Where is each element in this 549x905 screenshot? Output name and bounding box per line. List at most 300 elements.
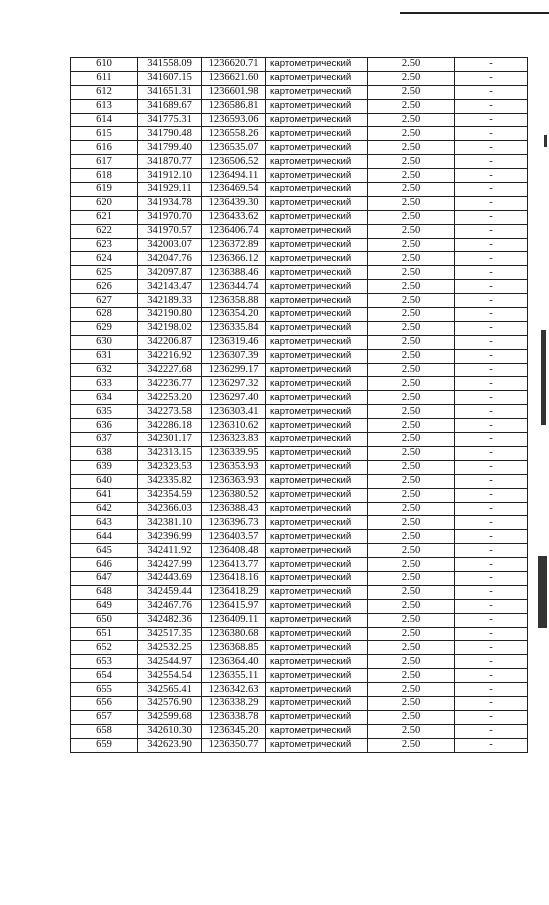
accuracy-cell: 2.50 (368, 585, 455, 599)
table-row (71, 183, 528, 197)
y-coordinate-cell: 1236586.81 (202, 99, 266, 113)
method-cell: картометрический (266, 544, 368, 558)
table-row (71, 683, 528, 697)
point-number-cell: 638 (71, 446, 138, 460)
y-coordinate-cell: 1236535.07 (202, 141, 266, 155)
description-cell: - (455, 446, 528, 460)
y-coordinate-cell: 1236366.12 (202, 252, 266, 266)
x-coordinate-cell: 341607.15 (138, 71, 202, 85)
x-coordinate-cell: 342335.82 (138, 474, 202, 488)
table-row (71, 391, 528, 405)
y-coordinate-cell: 1236388.46 (202, 266, 266, 280)
table-row (71, 280, 528, 294)
description-cell: - (455, 683, 528, 697)
table-row (71, 169, 528, 183)
table-row (71, 155, 528, 169)
table-row (71, 224, 528, 238)
scan-mark (541, 330, 546, 425)
table-row (71, 363, 528, 377)
y-coordinate-cell: 1236433.62 (202, 210, 266, 224)
point-number-cell: 653 (71, 655, 138, 669)
table-row (71, 210, 528, 224)
description-cell: - (455, 724, 528, 738)
x-coordinate-cell: 342427.99 (138, 558, 202, 572)
point-number-cell: 636 (71, 419, 138, 433)
method-cell: картометрический (266, 238, 368, 252)
y-coordinate-cell: 1236358.88 (202, 294, 266, 308)
description-cell: - (455, 558, 528, 572)
accuracy-cell: 2.50 (368, 516, 455, 530)
accuracy-cell: 2.50 (368, 502, 455, 516)
point-number-cell: 625 (71, 266, 138, 280)
y-coordinate-cell: 1236364.40 (202, 655, 266, 669)
method-cell: картометрический (266, 183, 368, 197)
point-number-cell: 659 (71, 738, 138, 752)
table-row (71, 335, 528, 349)
method-cell: картометрический (266, 613, 368, 627)
description-cell: - (455, 280, 528, 294)
description-cell: - (455, 599, 528, 613)
accuracy-cell: 2.50 (368, 599, 455, 613)
y-coordinate-cell: 1236593.06 (202, 113, 266, 127)
x-coordinate-cell: 342286.18 (138, 419, 202, 433)
point-number-cell: 655 (71, 683, 138, 697)
accuracy-cell: 2.50 (368, 391, 455, 405)
accuracy-cell: 2.50 (368, 280, 455, 294)
description-cell: - (455, 433, 528, 447)
y-coordinate-cell: 1236506.52 (202, 155, 266, 169)
accuracy-cell: 2.50 (368, 724, 455, 738)
table-row (71, 613, 528, 627)
description-cell: - (455, 127, 528, 141)
description-cell: - (455, 738, 528, 752)
x-coordinate-cell: 342216.92 (138, 349, 202, 363)
accuracy-cell: 2.50 (368, 113, 455, 127)
method-cell: картометрический (266, 488, 368, 502)
method-cell: картометрический (266, 113, 368, 127)
point-number-cell: 654 (71, 669, 138, 683)
point-number-cell: 612 (71, 85, 138, 99)
scan-mark (538, 556, 547, 628)
method-cell: картометрический (266, 696, 368, 710)
y-coordinate-cell: 1236372.89 (202, 238, 266, 252)
description-cell: - (455, 224, 528, 238)
x-coordinate-cell: 341870.77 (138, 155, 202, 169)
y-coordinate-cell: 1236319.46 (202, 335, 266, 349)
y-coordinate-cell: 1236620.71 (202, 58, 266, 72)
x-coordinate-cell: 342198.02 (138, 321, 202, 335)
x-coordinate-cell: 342313.15 (138, 446, 202, 460)
x-coordinate-cell: 342354.59 (138, 488, 202, 502)
description-cell: - (455, 641, 528, 655)
table-row (71, 238, 528, 252)
x-coordinate-cell: 341558.09 (138, 58, 202, 72)
accuracy-cell: 2.50 (368, 210, 455, 224)
accuracy-cell: 2.50 (368, 558, 455, 572)
method-cell: картометрический (266, 85, 368, 99)
method-cell: картометрический (266, 558, 368, 572)
accuracy-cell: 2.50 (368, 488, 455, 502)
table-row (71, 585, 528, 599)
method-cell: картометрический (266, 210, 368, 224)
point-number-cell: 611 (71, 71, 138, 85)
method-cell: картометрический (266, 710, 368, 724)
x-coordinate-cell: 341970.70 (138, 210, 202, 224)
x-coordinate-cell: 342323.53 (138, 460, 202, 474)
description-cell: - (455, 627, 528, 641)
y-coordinate-cell: 1236621.60 (202, 71, 266, 85)
point-number-cell: 635 (71, 405, 138, 419)
method-cell: картометрический (266, 655, 368, 669)
y-coordinate-cell: 1236338.78 (202, 710, 266, 724)
method-cell: картометрический (266, 516, 368, 530)
method-cell: картометрический (266, 280, 368, 294)
x-coordinate-cell: 342411.92 (138, 544, 202, 558)
y-coordinate-cell: 1236303.41 (202, 405, 266, 419)
description-cell: - (455, 585, 528, 599)
description-cell: - (455, 710, 528, 724)
description-cell: - (455, 85, 528, 99)
description-cell: - (455, 419, 528, 433)
x-coordinate-cell: 341689.67 (138, 99, 202, 113)
description-cell: - (455, 405, 528, 419)
description-cell: - (455, 183, 528, 197)
accuracy-cell: 2.50 (368, 419, 455, 433)
point-number-cell: 610 (71, 58, 138, 72)
accuracy-cell: 2.50 (368, 669, 455, 683)
point-number-cell: 620 (71, 196, 138, 210)
method-cell: картометрический (266, 155, 368, 169)
x-coordinate-cell: 342143.47 (138, 280, 202, 294)
x-coordinate-cell: 342003.07 (138, 238, 202, 252)
point-number-cell: 645 (71, 544, 138, 558)
point-number-cell: 624 (71, 252, 138, 266)
description-cell: - (455, 474, 528, 488)
description-cell: - (455, 349, 528, 363)
accuracy-cell: 2.50 (368, 99, 455, 113)
point-number-cell: 630 (71, 335, 138, 349)
method-cell: картометрический (266, 683, 368, 697)
table-row (71, 71, 528, 85)
accuracy-cell: 2.50 (368, 238, 455, 252)
table-row (71, 127, 528, 141)
y-coordinate-cell: 1236413.77 (202, 558, 266, 572)
point-number-cell: 652 (71, 641, 138, 655)
accuracy-cell: 2.50 (368, 252, 455, 266)
point-number-cell: 639 (71, 460, 138, 474)
x-coordinate-cell: 342459.44 (138, 585, 202, 599)
table-row (71, 433, 528, 447)
method-cell: картометрический (266, 196, 368, 210)
table-row (71, 530, 528, 544)
description-cell: - (455, 335, 528, 349)
table-row (71, 377, 528, 391)
y-coordinate-cell: 1236380.68 (202, 627, 266, 641)
x-coordinate-cell: 342206.87 (138, 335, 202, 349)
method-cell: картометрический (266, 71, 368, 85)
table-row (71, 558, 528, 572)
description-cell: - (455, 155, 528, 169)
x-coordinate-cell: 341912.10 (138, 169, 202, 183)
table-row (71, 196, 528, 210)
table-row (71, 308, 528, 322)
description-cell: - (455, 460, 528, 474)
point-number-cell: 614 (71, 113, 138, 127)
accuracy-cell: 2.50 (368, 627, 455, 641)
method-cell: картометрический (266, 141, 368, 155)
point-number-cell: 619 (71, 183, 138, 197)
method-cell: картометрический (266, 321, 368, 335)
point-number-cell: 650 (71, 613, 138, 627)
table-row (71, 724, 528, 738)
y-coordinate-cell: 1236355.11 (202, 669, 266, 683)
method-cell: картометрический (266, 363, 368, 377)
accuracy-cell: 2.50 (368, 433, 455, 447)
x-coordinate-cell: 342467.76 (138, 599, 202, 613)
x-coordinate-cell: 342253.20 (138, 391, 202, 405)
y-coordinate-cell: 1236418.29 (202, 585, 266, 599)
point-number-cell: 631 (71, 349, 138, 363)
x-coordinate-cell: 342599.68 (138, 710, 202, 724)
table-row (71, 710, 528, 724)
y-coordinate-cell: 1236323.83 (202, 433, 266, 447)
accuracy-cell: 2.50 (368, 710, 455, 724)
description-cell: - (455, 210, 528, 224)
x-coordinate-cell: 341929.11 (138, 183, 202, 197)
x-coordinate-cell: 342396.99 (138, 530, 202, 544)
method-cell: картометрический (266, 585, 368, 599)
description-cell: - (455, 169, 528, 183)
x-coordinate-cell: 342517.35 (138, 627, 202, 641)
method-cell: картометрический (266, 571, 368, 585)
x-coordinate-cell: 342565.41 (138, 683, 202, 697)
y-coordinate-cell: 1236415.97 (202, 599, 266, 613)
point-number-cell: 632 (71, 363, 138, 377)
description-cell: - (455, 544, 528, 558)
method-cell: картометрический (266, 335, 368, 349)
x-coordinate-cell: 341790.48 (138, 127, 202, 141)
point-number-cell: 626 (71, 280, 138, 294)
description-cell: - (455, 196, 528, 210)
point-number-cell: 623 (71, 238, 138, 252)
table-row (71, 571, 528, 585)
y-coordinate-cell: 1236388.43 (202, 502, 266, 516)
method-cell: картометрический (266, 391, 368, 405)
table-row (71, 641, 528, 655)
accuracy-cell: 2.50 (368, 224, 455, 238)
method-cell: картометрический (266, 349, 368, 363)
method-cell: картометрический (266, 419, 368, 433)
method-cell: картометрический (266, 294, 368, 308)
accuracy-cell: 2.50 (368, 641, 455, 655)
description-cell: - (455, 321, 528, 335)
y-coordinate-cell: 1236299.17 (202, 363, 266, 377)
table-row (71, 502, 528, 516)
description-cell: - (455, 113, 528, 127)
scan-mark (544, 135, 547, 147)
method-cell: картометрический (266, 433, 368, 447)
accuracy-cell: 2.50 (368, 321, 455, 335)
x-coordinate-cell: 341799.40 (138, 141, 202, 155)
method-cell: картометрический (266, 377, 368, 391)
table-row (71, 113, 528, 127)
y-coordinate-cell: 1236363.93 (202, 474, 266, 488)
accuracy-cell: 2.50 (368, 183, 455, 197)
method-cell: картометрический (266, 599, 368, 613)
point-number-cell: 628 (71, 308, 138, 322)
method-cell: картометрический (266, 530, 368, 544)
accuracy-cell: 2.50 (368, 683, 455, 697)
y-coordinate-cell: 1236353.93 (202, 460, 266, 474)
x-coordinate-cell: 341775.31 (138, 113, 202, 127)
y-coordinate-cell: 1236344.74 (202, 280, 266, 294)
table-row (71, 655, 528, 669)
method-cell: картометрический (266, 738, 368, 752)
point-number-cell: 621 (71, 210, 138, 224)
method-cell: картометрический (266, 627, 368, 641)
y-coordinate-cell: 1236469.54 (202, 183, 266, 197)
y-coordinate-cell: 1236439.30 (202, 196, 266, 210)
method-cell: картометрический (266, 474, 368, 488)
description-cell: - (455, 571, 528, 585)
point-number-cell: 613 (71, 99, 138, 113)
method-cell: картометрический (266, 724, 368, 738)
description-cell: - (455, 516, 528, 530)
x-coordinate-cell: 342381.10 (138, 516, 202, 530)
accuracy-cell: 2.50 (368, 58, 455, 72)
y-coordinate-cell: 1236297.32 (202, 377, 266, 391)
accuracy-cell: 2.50 (368, 71, 455, 85)
point-number-cell: 651 (71, 627, 138, 641)
description-cell: - (455, 71, 528, 85)
accuracy-cell: 2.50 (368, 405, 455, 419)
description-cell: - (455, 655, 528, 669)
point-number-cell: 658 (71, 724, 138, 738)
point-number-cell: 640 (71, 474, 138, 488)
y-coordinate-cell: 1236368.85 (202, 641, 266, 655)
y-coordinate-cell: 1236297.40 (202, 391, 266, 405)
description-cell: - (455, 669, 528, 683)
description-cell: - (455, 530, 528, 544)
method-cell: картометрический (266, 224, 368, 238)
accuracy-cell: 2.50 (368, 655, 455, 669)
point-number-cell: 647 (71, 571, 138, 585)
y-coordinate-cell: 1236338.29 (202, 696, 266, 710)
method-cell: картометрический (266, 405, 368, 419)
accuracy-cell: 2.50 (368, 266, 455, 280)
method-cell: картометрический (266, 169, 368, 183)
point-number-cell: 648 (71, 585, 138, 599)
x-coordinate-cell: 342532.25 (138, 641, 202, 655)
y-coordinate-cell: 1236406.74 (202, 224, 266, 238)
table-row (71, 474, 528, 488)
description-cell: - (455, 308, 528, 322)
description-cell: - (455, 252, 528, 266)
point-number-cell: 644 (71, 530, 138, 544)
accuracy-cell: 2.50 (368, 613, 455, 627)
accuracy-cell: 2.50 (368, 85, 455, 99)
point-number-cell: 618 (71, 169, 138, 183)
method-cell: картометрический (266, 502, 368, 516)
accuracy-cell: 2.50 (368, 308, 455, 322)
y-coordinate-cell: 1236354.20 (202, 308, 266, 322)
description-cell: - (455, 502, 528, 516)
point-number-cell: 622 (71, 224, 138, 238)
x-coordinate-cell: 341934.78 (138, 196, 202, 210)
y-coordinate-cell: 1236601.98 (202, 85, 266, 99)
accuracy-cell: 2.50 (368, 738, 455, 752)
description-cell: - (455, 613, 528, 627)
y-coordinate-cell: 1236307.39 (202, 349, 266, 363)
x-coordinate-cell: 342190.80 (138, 308, 202, 322)
table-row (71, 405, 528, 419)
method-cell: картометрический (266, 127, 368, 141)
x-coordinate-cell: 342443.69 (138, 571, 202, 585)
description-cell: - (455, 488, 528, 502)
point-number-cell: 615 (71, 127, 138, 141)
accuracy-cell: 2.50 (368, 571, 455, 585)
accuracy-cell: 2.50 (368, 196, 455, 210)
x-coordinate-cell: 342273.58 (138, 405, 202, 419)
point-number-cell: 657 (71, 710, 138, 724)
method-cell: картометрический (266, 669, 368, 683)
table-row (71, 252, 528, 266)
x-coordinate-cell: 342623.90 (138, 738, 202, 752)
point-number-cell: 649 (71, 599, 138, 613)
y-coordinate-cell: 1236310.62 (202, 419, 266, 433)
accuracy-cell: 2.50 (368, 349, 455, 363)
accuracy-cell: 2.50 (368, 294, 455, 308)
accuracy-cell: 2.50 (368, 335, 455, 349)
table-row (71, 544, 528, 558)
table-row (71, 516, 528, 530)
x-coordinate-cell: 341970.57 (138, 224, 202, 238)
accuracy-cell: 2.50 (368, 363, 455, 377)
description-cell: - (455, 363, 528, 377)
table-row (71, 488, 528, 502)
y-coordinate-cell: 1236396.73 (202, 516, 266, 530)
description-cell: - (455, 99, 528, 113)
y-coordinate-cell: 1236345.20 (202, 724, 266, 738)
x-coordinate-cell: 342236.77 (138, 377, 202, 391)
method-cell: картометрический (266, 308, 368, 322)
y-coordinate-cell: 1236380.52 (202, 488, 266, 502)
description-cell: - (455, 696, 528, 710)
x-coordinate-cell: 342189.33 (138, 294, 202, 308)
table-row (71, 460, 528, 474)
y-coordinate-cell: 1236409.11 (202, 613, 266, 627)
coordinates-table (70, 57, 528, 753)
accuracy-cell: 2.50 (368, 544, 455, 558)
table-row (71, 446, 528, 460)
method-cell: картометрический (266, 641, 368, 655)
point-number-cell: 643 (71, 516, 138, 530)
y-coordinate-cell: 1236558.26 (202, 127, 266, 141)
accuracy-cell: 2.50 (368, 377, 455, 391)
accuracy-cell: 2.50 (368, 696, 455, 710)
top-rule (400, 12, 549, 14)
method-cell: картометрический (266, 266, 368, 280)
accuracy-cell: 2.50 (368, 127, 455, 141)
method-cell: картометрический (266, 252, 368, 266)
y-coordinate-cell: 1236342.63 (202, 683, 266, 697)
y-coordinate-cell: 1236339.95 (202, 446, 266, 460)
point-number-cell: 617 (71, 155, 138, 169)
table-row (71, 599, 528, 613)
table-row (71, 321, 528, 335)
table-row (71, 349, 528, 363)
accuracy-cell: 2.50 (368, 446, 455, 460)
